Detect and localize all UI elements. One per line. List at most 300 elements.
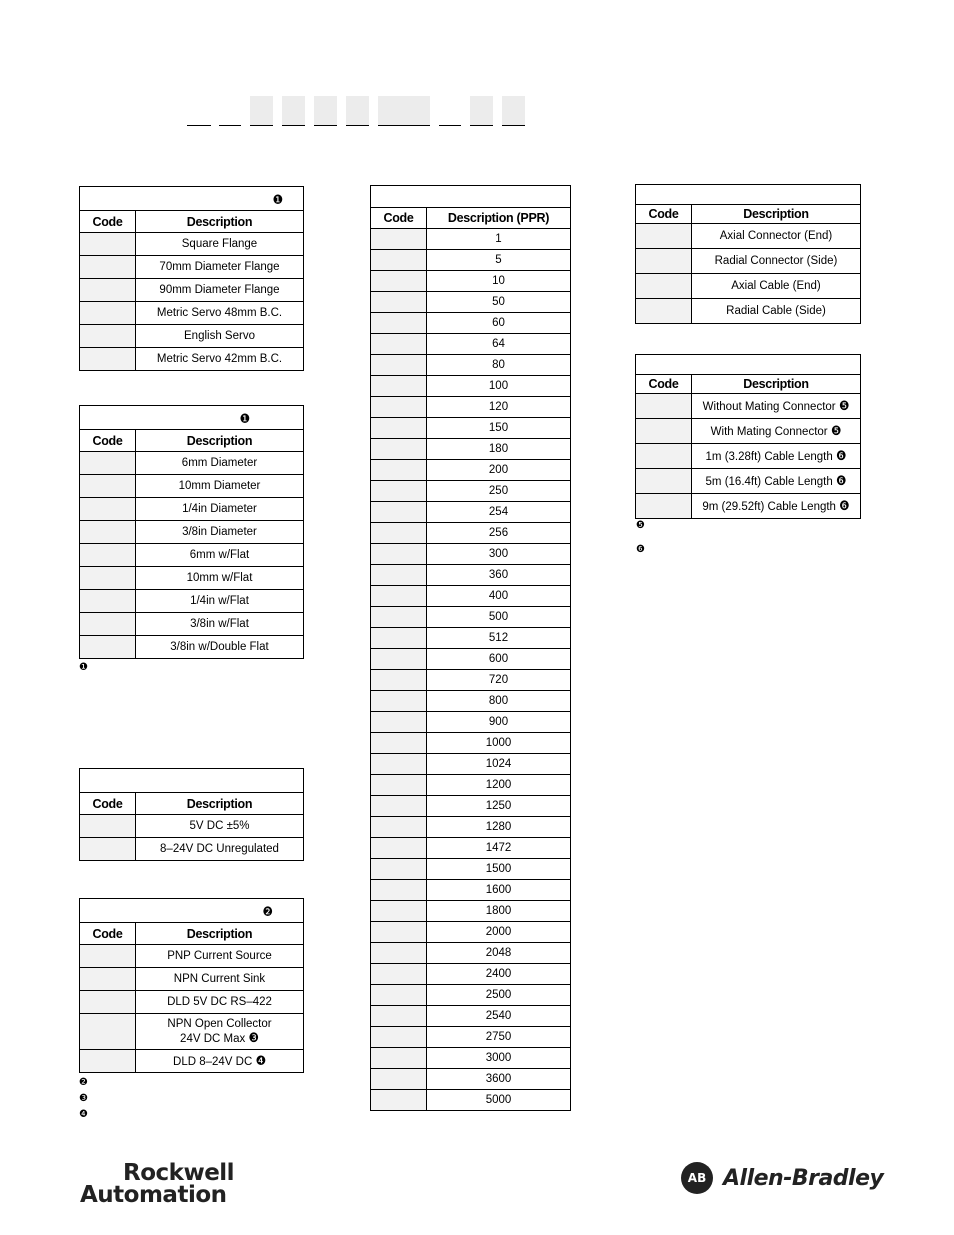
description-cell: 6mm w/Flat (136, 544, 304, 567)
description-cell: 1200 (427, 775, 571, 796)
description-cell: 900 (427, 712, 571, 733)
code-cell (80, 1050, 136, 1073)
table-row (371, 775, 571, 796)
code-cell (371, 565, 427, 586)
description-cell: 3/8in Diameter (136, 521, 304, 544)
shaft-table (79, 405, 304, 659)
code-cell (80, 348, 136, 371)
table-title-row (371, 186, 571, 208)
description-cell: 1250 (427, 796, 571, 817)
table-row (371, 271, 571, 292)
code-cell (371, 775, 427, 796)
table-row (80, 613, 304, 636)
table-row (371, 355, 571, 376)
shaft-footnote-marker: ❶ (79, 662, 88, 673)
table-row (371, 817, 571, 838)
description-cell: 5000 (427, 1090, 571, 1111)
description-cell: 150 (427, 418, 571, 439)
description-cell: Axial Connector (End) (692, 224, 861, 249)
code-cell (80, 815, 136, 838)
code-cell (371, 733, 427, 754)
code-cell (80, 233, 136, 256)
connector-table (635, 184, 861, 324)
table-row (371, 1006, 571, 1027)
description-text: 5m (16.4ft) Cable Length (705, 476, 833, 488)
ppr-table (370, 185, 571, 1111)
table-row (80, 475, 304, 498)
table-row (371, 943, 571, 964)
table-row (80, 1014, 304, 1050)
table-row (371, 544, 571, 565)
code-cell (371, 460, 427, 481)
code-cell (636, 419, 692, 444)
table-row (636, 469, 861, 494)
code-cell (371, 355, 427, 376)
code-cell (371, 649, 427, 670)
description-header: Description (136, 211, 304, 233)
table-row (371, 901, 571, 922)
description-cell: 1500 (427, 859, 571, 880)
description-cell: 1000 (427, 733, 571, 754)
description-cell: 250 (427, 481, 571, 502)
code-cell (371, 943, 427, 964)
code-cell (371, 544, 427, 565)
code-cell (371, 838, 427, 859)
description-text: With Mating Connector (710, 426, 828, 438)
code-cell (371, 1069, 427, 1090)
description-cell: 500 (427, 607, 571, 628)
code-cell (636, 274, 692, 299)
table-row (636, 444, 861, 469)
code-cell (636, 444, 692, 469)
table-header-row (80, 923, 304, 945)
code-cell (371, 1006, 427, 1027)
table-row (371, 250, 571, 271)
code-cell (371, 628, 427, 649)
table-title-row (80, 406, 304, 430)
code-cell (80, 838, 136, 861)
rockwell-automation-logo (80, 1162, 234, 1206)
table-title-row (80, 899, 304, 923)
table-title-cell (371, 186, 571, 208)
description-text: PNP Current Source (167, 950, 272, 962)
slot-underline (470, 125, 493, 126)
description-cell: 50 (427, 292, 571, 313)
table-row (80, 452, 304, 475)
code-cell (371, 250, 427, 271)
description-cell: English Servo (136, 325, 304, 348)
table-row (371, 229, 571, 250)
allen-bradley-wordmark: Allen-Bradley (723, 1165, 884, 1191)
description-cell: 2540 (427, 1006, 571, 1027)
footnote-marker: ❷ (262, 903, 273, 919)
table-header-row (636, 375, 861, 394)
description-cell: 254 (427, 502, 571, 523)
table-row (371, 397, 571, 418)
table-row (80, 325, 304, 348)
description-text: 9m (29.52ft) Cable Length (702, 501, 836, 513)
description-cell: 512 (427, 628, 571, 649)
table-row (371, 628, 571, 649)
code-cell (371, 922, 427, 943)
code-cell (371, 670, 427, 691)
code-cell (371, 586, 427, 607)
table-title-cell (80, 899, 304, 923)
description-cell: 120 (427, 397, 571, 418)
table-row (371, 502, 571, 523)
table-title-cell (80, 187, 304, 211)
table-row (371, 712, 571, 733)
code-header: Code (80, 211, 136, 233)
code-cell (636, 394, 692, 419)
code-cell (371, 1027, 427, 1048)
table-row (80, 348, 304, 371)
description-header: Description (692, 205, 861, 224)
table-title-cell (636, 185, 861, 205)
table-row (371, 586, 571, 607)
description-cell (136, 1014, 304, 1050)
table-row (80, 590, 304, 613)
code-cell (80, 452, 136, 475)
description-cell: 5 (427, 250, 571, 271)
footnote-marker: ❺ (838, 398, 850, 413)
description-cell: 3/8in w/Double Flat (136, 636, 304, 659)
description-cell (136, 968, 304, 991)
table-title-cell (636, 355, 861, 375)
voltage-table (79, 768, 304, 861)
code-cell (80, 498, 136, 521)
table-row (636, 274, 861, 299)
description-text: DLD 5V DC RS–422 (167, 996, 272, 1008)
table-row (371, 1090, 571, 1111)
code-cell (371, 880, 427, 901)
code-cell (371, 985, 427, 1006)
code-cell (636, 224, 692, 249)
code-cell (371, 901, 427, 922)
description-cell: 300 (427, 544, 571, 565)
code-cell (80, 256, 136, 279)
table-row (80, 945, 304, 968)
code-cell (371, 271, 427, 292)
code-cell (80, 590, 136, 613)
description-header: Description (136, 793, 304, 815)
description-cell: 10mm w/Flat (136, 567, 304, 590)
code-cell (80, 991, 136, 1014)
table-row (371, 607, 571, 628)
code-header: Code (636, 205, 692, 224)
table-row (371, 649, 571, 670)
description-cell (692, 394, 861, 419)
footnote-marker: ❸ (79, 1093, 88, 1104)
description-cell: 256 (427, 523, 571, 544)
flange-table (79, 186, 304, 371)
slot-box (502, 96, 525, 126)
allen-bradley-logo (681, 1162, 883, 1194)
slot-box (346, 96, 369, 126)
code-cell (371, 481, 427, 502)
description-cell: 1800 (427, 901, 571, 922)
footnote-marker: ❺ (636, 520, 645, 531)
description-text: Without Mating Connector (702, 401, 836, 413)
footnote-marker: ❹ (79, 1109, 88, 1120)
table-row (371, 565, 571, 586)
description-cell: 720 (427, 670, 571, 691)
footnote-marker: ❻ (835, 473, 847, 488)
description-cell: 10 (427, 271, 571, 292)
code-cell (371, 502, 427, 523)
table-title-cell (80, 406, 304, 430)
description-cell: 8–24V DC Unregulated (136, 838, 304, 861)
table-row (371, 1048, 571, 1069)
table-row (371, 922, 571, 943)
code-cell (80, 475, 136, 498)
table-row (80, 544, 304, 567)
description-cell: Radial Cable (Side) (692, 299, 861, 324)
description-cell: 800 (427, 691, 571, 712)
description-cell: 3000 (427, 1048, 571, 1069)
slot-box (282, 96, 305, 126)
table-row (371, 733, 571, 754)
slot-underline (346, 125, 369, 126)
table-row (371, 523, 571, 544)
table-row (371, 481, 571, 502)
code-cell (371, 313, 427, 334)
table-row (80, 838, 304, 861)
code-cell (371, 859, 427, 880)
description-cell: 2500 (427, 985, 571, 1006)
description-cell: Axial Cable (End) (692, 274, 861, 299)
table-row (636, 394, 861, 419)
description-text: DLD 8–24V DC (173, 1055, 253, 1068)
footnote-marker: ❷ (79, 1077, 88, 1088)
table-row (371, 985, 571, 1006)
table-title-row (636, 355, 861, 375)
mating-table (635, 354, 861, 519)
description-cell: 180 (427, 439, 571, 460)
slot-blank (439, 125, 461, 126)
slot-underline (282, 125, 305, 126)
description-cell: 1600 (427, 880, 571, 901)
description-cell: 3600 (427, 1069, 571, 1090)
footnote-marker: ❶ (272, 191, 283, 207)
description-cell: 5V DC ±5% (136, 815, 304, 838)
description-header: Description (PPR) (427, 208, 571, 229)
description-cell: 1280 (427, 817, 571, 838)
description-cell (692, 419, 861, 444)
description-cell (692, 494, 861, 519)
table-row (371, 1027, 571, 1048)
code-cell (371, 754, 427, 775)
description-cell: Square Flange (136, 233, 304, 256)
code-cell (80, 567, 136, 590)
table-row (371, 754, 571, 775)
description-text: NPN Open Collector (167, 1018, 272, 1030)
description-cell: 1472 (427, 838, 571, 859)
table-row (80, 815, 304, 838)
table-row (80, 968, 304, 991)
table-row (371, 334, 571, 355)
description-cell: 90mm Diameter Flange (136, 279, 304, 302)
table-title-row (80, 769, 304, 793)
slot-box (314, 96, 337, 126)
code-header: Code (80, 793, 136, 815)
description-cell (692, 444, 861, 469)
code-cell (371, 397, 427, 418)
table-row (636, 494, 861, 519)
table-row (371, 670, 571, 691)
ab-seal-icon: AB (681, 1162, 713, 1194)
description-cell: 100 (427, 376, 571, 397)
code-cell (80, 1014, 136, 1050)
table-row (371, 859, 571, 880)
code-cell (371, 439, 427, 460)
description-cell (136, 991, 304, 1014)
code-cell (371, 1048, 427, 1069)
slot-box (250, 96, 273, 126)
table-row (636, 299, 861, 324)
code-cell (80, 968, 136, 991)
code-cell (636, 494, 692, 519)
code-cell (636, 249, 692, 274)
description-cell: 2048 (427, 943, 571, 964)
footnote-marker: ❻ (835, 448, 847, 463)
description-header: Description (136, 430, 304, 452)
code-cell (80, 613, 136, 636)
code-cell (371, 523, 427, 544)
table-title-cell (80, 769, 304, 793)
code-cell (371, 334, 427, 355)
table-title-row (80, 187, 304, 211)
description-cell: 360 (427, 565, 571, 586)
description-cell: 1/4in Diameter (136, 498, 304, 521)
code-cell (80, 302, 136, 325)
table-row (80, 521, 304, 544)
code-cell (371, 229, 427, 250)
description-cell: 2000 (427, 922, 571, 943)
table-row (371, 838, 571, 859)
table-row (80, 256, 304, 279)
table-row (636, 249, 861, 274)
description-cell: 1 (427, 229, 571, 250)
description-cell: 6mm Diameter (136, 452, 304, 475)
table-row (80, 567, 304, 590)
description-cell: 60 (427, 313, 571, 334)
description-header: Description (136, 923, 304, 945)
table-row (371, 691, 571, 712)
table-header-row (80, 793, 304, 815)
table-row (80, 1050, 304, 1073)
logo-line: Rockwell (123, 1160, 235, 1186)
footnote-marker: ❶ (239, 410, 250, 426)
code-cell (80, 521, 136, 544)
description-cell: 2400 (427, 964, 571, 985)
slot-blank (219, 125, 241, 126)
code-cell (371, 607, 427, 628)
description-cell: 400 (427, 586, 571, 607)
table-row (371, 418, 571, 439)
description-text: 1m (3.28ft) Cable Length (705, 451, 833, 463)
code-cell (636, 299, 692, 324)
description-cell: 10mm Diameter (136, 475, 304, 498)
footnote-marker: ❹ (255, 1052, 266, 1068)
description-text: 24V DC Max (180, 1033, 246, 1045)
table-row (371, 796, 571, 817)
table-row (80, 302, 304, 325)
description-cell: 64 (427, 334, 571, 355)
code-header: Code (636, 375, 692, 394)
footnote-marker: ❺ (830, 423, 842, 438)
code-cell (80, 325, 136, 348)
table-row (80, 233, 304, 256)
description-cell: 80 (427, 355, 571, 376)
code-cell (371, 418, 427, 439)
description-cell: 70mm Diameter Flange (136, 256, 304, 279)
table-row (636, 419, 861, 444)
code-cell (636, 469, 692, 494)
table-row (80, 498, 304, 521)
table-row (371, 439, 571, 460)
table-row (80, 636, 304, 659)
table-row (371, 313, 571, 334)
slot-blank (187, 125, 211, 126)
table-row (636, 224, 861, 249)
description-cell: 2750 (427, 1027, 571, 1048)
slot-underline (314, 125, 337, 126)
description-cell: Metric Servo 42mm B.C. (136, 348, 304, 371)
table-header-row (80, 430, 304, 452)
code-cell (371, 376, 427, 397)
code-header: Code (371, 208, 427, 229)
code-cell (371, 796, 427, 817)
slot-underline (378, 125, 430, 126)
table-row (80, 991, 304, 1014)
description-cell: 1/4in w/Flat (136, 590, 304, 613)
description-cell: Radial Connector (Side) (692, 249, 861, 274)
logo-line: Automation (80, 1182, 227, 1208)
description-header: Description (692, 375, 861, 394)
slot-box (470, 96, 493, 126)
code-cell (80, 636, 136, 659)
description-cell: 200 (427, 460, 571, 481)
table-row (371, 376, 571, 397)
code-cell (80, 544, 136, 567)
table-header-row (371, 208, 571, 229)
slot-underline (502, 125, 525, 126)
table-row (371, 1069, 571, 1090)
code-header: Code (80, 923, 136, 945)
code-cell (371, 1090, 427, 1111)
table-row (371, 460, 571, 481)
table-row (371, 964, 571, 985)
slot-underline (250, 125, 273, 126)
code-cell (371, 691, 427, 712)
code-cell (80, 945, 136, 968)
table-row (371, 880, 571, 901)
footnote-marker: ❻ (839, 498, 850, 513)
code-cell (371, 817, 427, 838)
table-row (371, 292, 571, 313)
table-row (80, 279, 304, 302)
code-header: Code (80, 430, 136, 452)
code-cell (371, 712, 427, 733)
table-header-row (636, 205, 861, 224)
slot-box (378, 96, 430, 126)
description-cell: 3/8in w/Flat (136, 613, 304, 636)
code-cell (371, 292, 427, 313)
description-cell: Metric Servo 48mm B.C. (136, 302, 304, 325)
description-text: NPN Current Sink (173, 973, 266, 985)
output-table (79, 898, 304, 1073)
